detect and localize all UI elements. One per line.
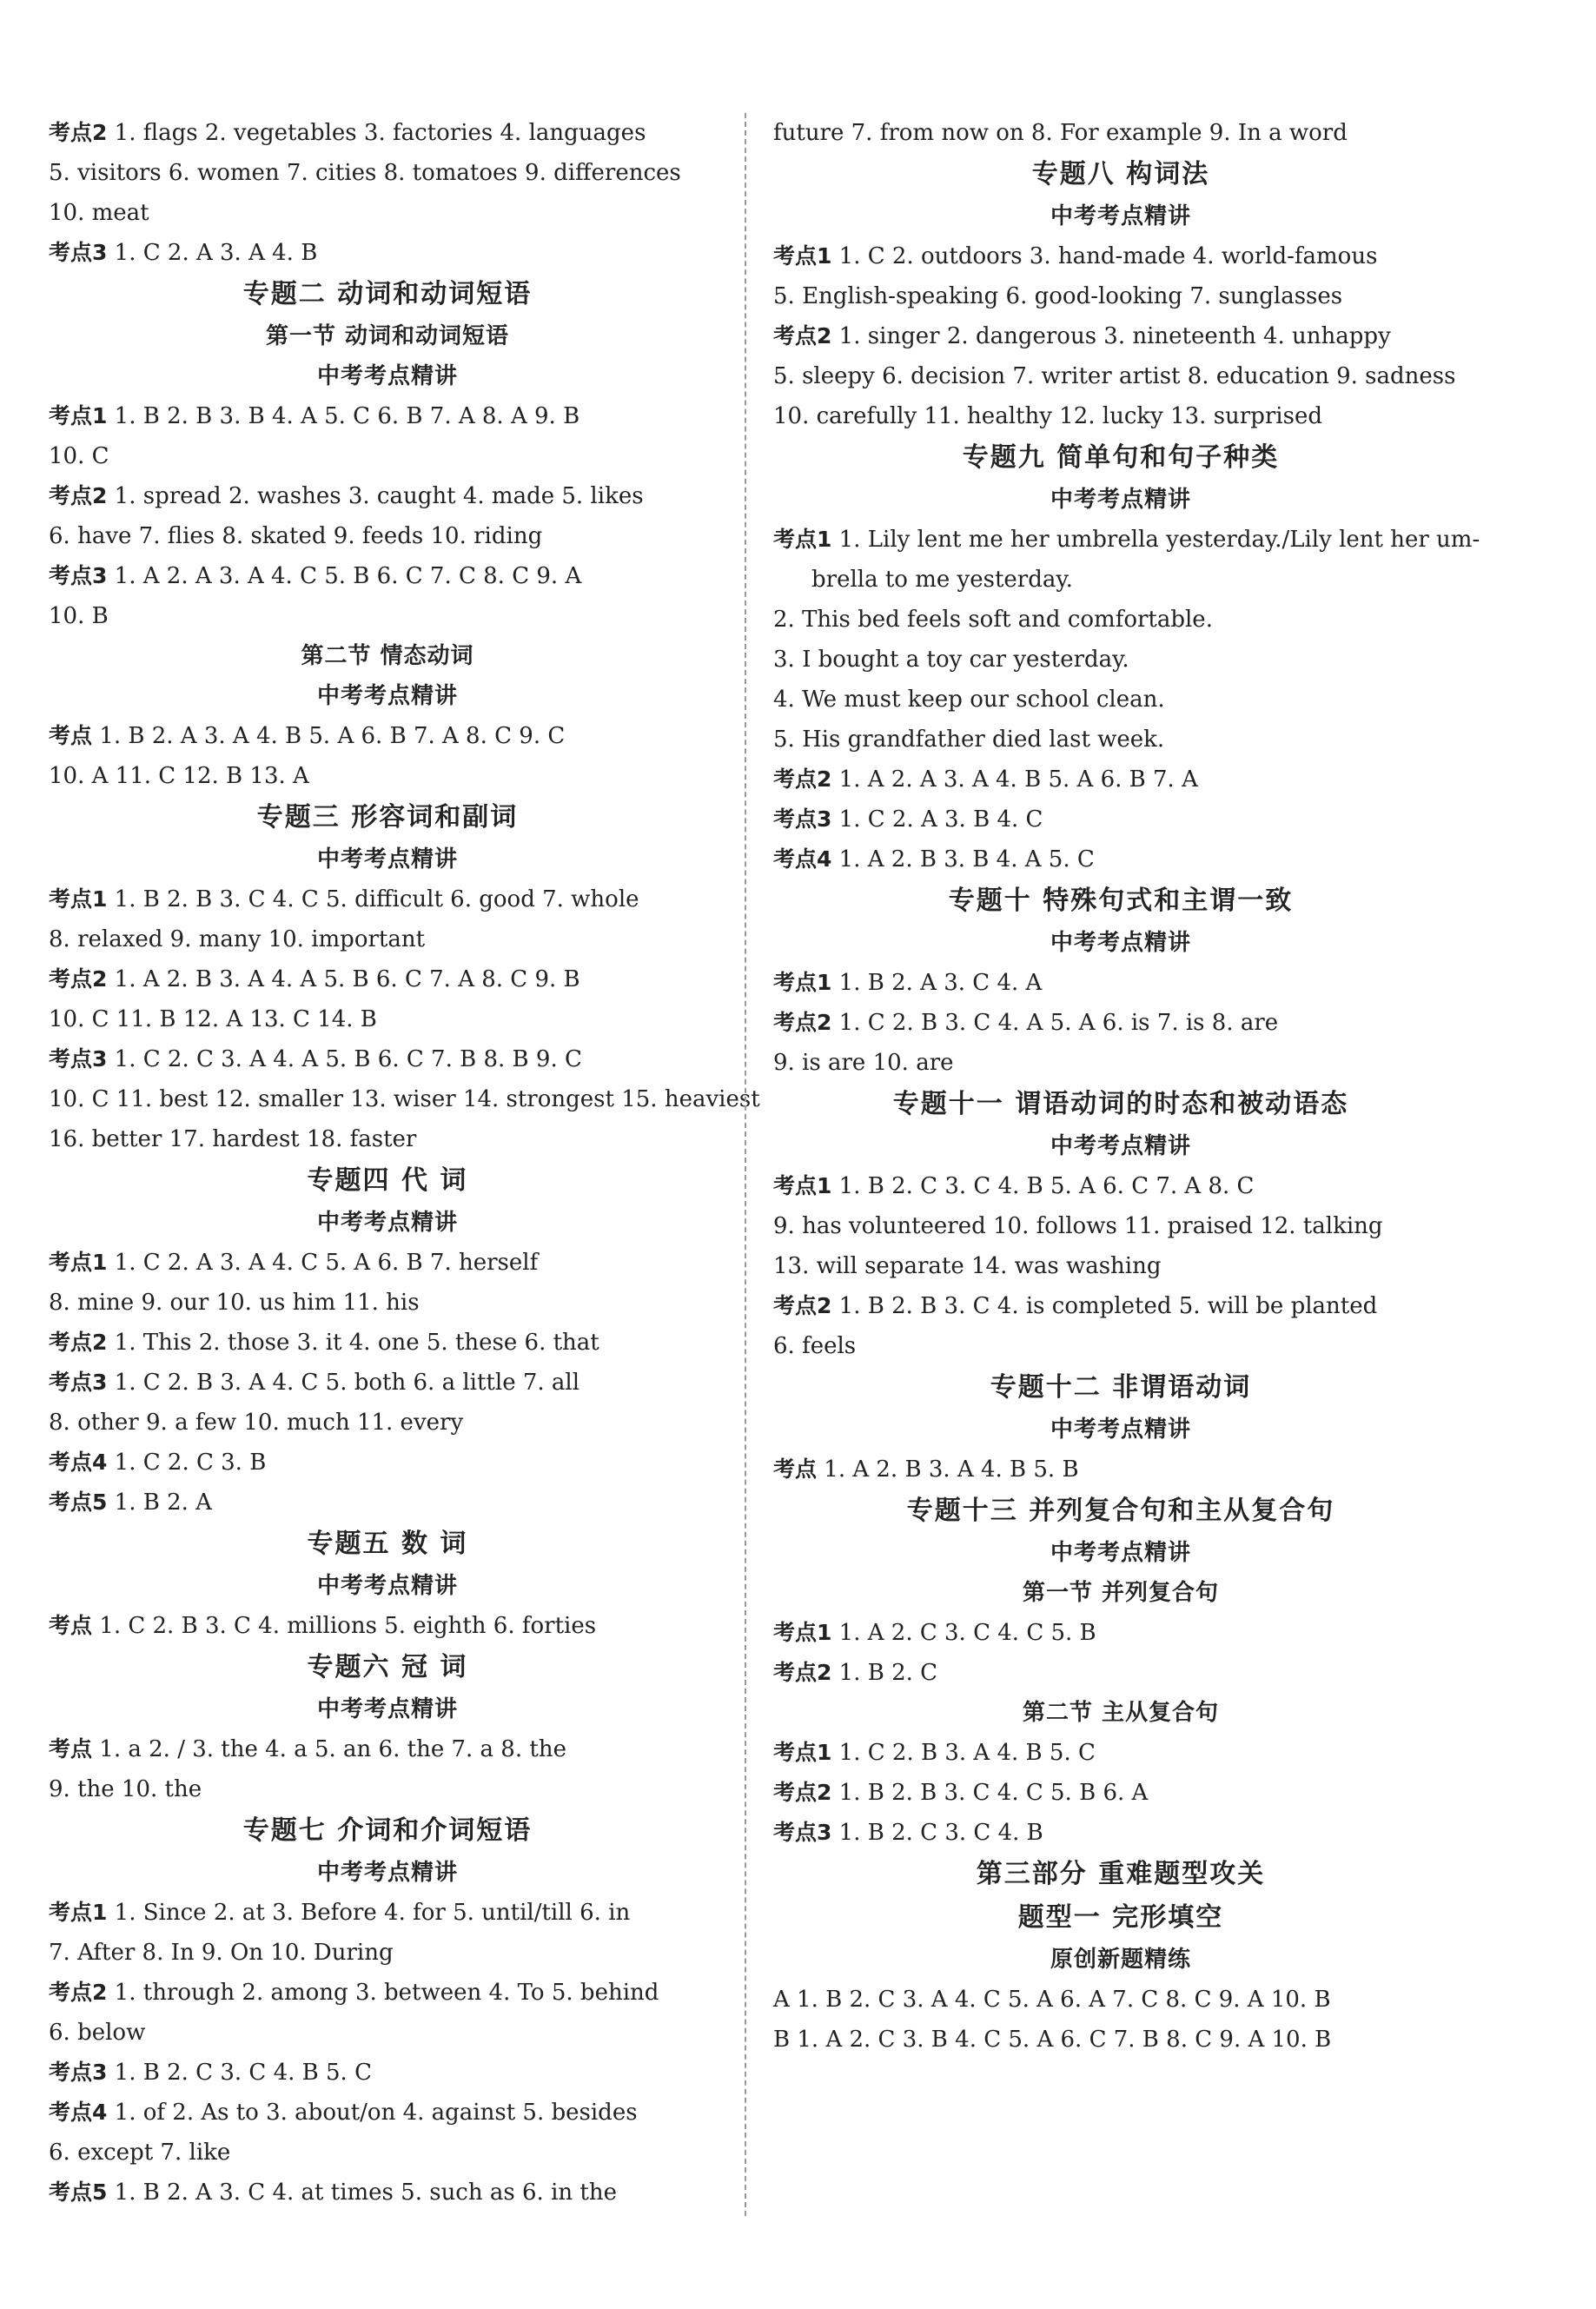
right-column (773, 113, 1480, 2060)
answer-line: 10. C (49, 443, 109, 469)
kaodian-label: 考点2 (49, 483, 108, 508)
subsection-heading: 中考考点精讲 (316, 846, 458, 873)
subsection-heading: 中考考点精讲 (316, 683, 458, 709)
answer-line: 13. will separate 14. was washing (773, 1253, 1162, 1279)
answer-line: 考点3 1. C 2. A 3. A 4. B (49, 240, 318, 266)
answer-line: 10. A 11. C 12. B 13. A (49, 763, 309, 789)
answer-line: 考点2 1. This 2. those 3. it 4. one 5. these 6. that (49, 1330, 599, 1356)
kaodian-label: 考点1 (49, 403, 108, 428)
answer-line: 考点3 1. A 2. A 3. A 4. C 5. B 6. C 7. C 8. C 9. A (49, 563, 582, 589)
section-heading: 专题二 动词和动词短语 (242, 279, 533, 309)
answer-line: 考点1 1. C 2. outdoors 3. hand-made 4. world-famous (773, 243, 1378, 269)
subsection-heading: 中考考点精讲 (316, 1573, 458, 1599)
answer-line: 考点2 1. singer 2. dangerous 3. nineteenth 4. unhappy (773, 323, 1391, 349)
answer-line: 考点 1. A 2. B 3. A 4. B 5. B (773, 1456, 1079, 1483)
kaodian-label: 考点2 (49, 120, 108, 145)
answer-line: 考点2 1. C 2. B 3. C 4. A 5. A 6. is 7. is 8. are (773, 1010, 1279, 1036)
subsection-heading: 中考考点精讲 (1050, 1540, 1191, 1566)
answer-line: 3. I bought a toy car yesterday. (773, 647, 1129, 673)
kaodian-label: 考点1 (49, 1900, 108, 1925)
kaodian-label: 考点2 (49, 1980, 108, 2005)
section-heading: 专题十 特殊句式和主谓一致 (948, 886, 1294, 916)
answer-line: 8. other 9. a few 10. much 11. every (49, 1410, 464, 1436)
subsection-heading: 中考考点精讲 (316, 363, 458, 389)
kaodian-label: 考点3 (49, 240, 108, 265)
kaodian-label: 考点1 (773, 1740, 832, 1765)
kaodian-label: 考点1 (49, 886, 108, 912)
answer-line: 考点3 1. C 2. C 3. A 4. A 5. B 6. C 7. B 8. B 9. C (49, 1046, 582, 1072)
answer-line: 6. have 7. flies 8. skated 9. feeds 10. riding (49, 523, 543, 549)
answer-line: 考点3 1. B 2. C 3. C 4. B 5. C (49, 2060, 372, 2086)
answer-line: 考点2 1. A 2. A 3. A 4. B 5. A 6. B 7. A (773, 766, 1198, 793)
answer-line: 7. After 8. In 9. On 10. During (49, 1940, 394, 1966)
answer-line: 10. carefully 11. healthy 12. lucky 13. surprised (773, 403, 1322, 429)
answer-line: 考点1 1. B 2. B 3. B 4. A 5. C 6. B 7. A 8. A 9. B (49, 403, 580, 429)
answer-line: 考点2 1. B 2. C (773, 1660, 938, 1686)
section-heading: 第三部分 重难题型攻关 (976, 1859, 1266, 1889)
answer-line: 9. is are 10. are (773, 1050, 954, 1076)
answer-line: 6. feels (773, 1333, 857, 1359)
answer-line: 10. B (49, 603, 109, 629)
section-heading: 专题十二 非谓语动词 (990, 1372, 1252, 1403)
answer-line: 9. the 10. the (49, 1776, 202, 1802)
kaodian-label: 考点2 (773, 766, 832, 792)
kaodian-label: 考点2 (773, 1660, 832, 1685)
answer-line: 考点1 1. B 2. C 3. C 4. B 5. A 6. C 7. A 8. C (773, 1173, 1255, 1199)
kaodian-label: 考点3 (773, 806, 832, 832)
kaodian-label: 考点2 (773, 323, 832, 348)
answer-line: 2. This bed feels soft and comfortable. (773, 607, 1213, 633)
answer-line: 10. C 11. B 12. A 13. C 14. B (49, 1006, 377, 1032)
kaodian-label: 考点4 (49, 2100, 108, 2125)
section-heading: 专题八 构词法 (1031, 159, 1210, 189)
answer-line: 考点1 1. A 2. C 3. C 4. C 5. B (773, 1620, 1096, 1646)
answer-line: 8. mine 9. our 10. us him 11. his (49, 1290, 420, 1316)
answer-line: 考点 1. C 2. B 3. C 4. millions 5. eighth 6. forties (49, 1613, 597, 1639)
kaodian-label: 考点 (49, 1736, 93, 1762)
answer-line: 考点4 1. C 2. C 3. B (49, 1450, 267, 1476)
answer-line: 5. His grandfather died last week. (773, 727, 1165, 753)
answer-line: 考点3 1. C 2. B 3. A 4. C 5. both 6. a little 7. all (49, 1370, 580, 1396)
kaodian-label: 考点4 (49, 1450, 108, 1475)
kaodian-label: 考点3 (773, 1820, 832, 1845)
kaodian-label: 考点2 (773, 1780, 832, 1805)
subsection-heading: 中考考点精讲 (316, 1696, 458, 1722)
kaodian-label: 考点3 (49, 1046, 108, 1072)
section-heading: 题型一 完形填空 (1017, 1902, 1224, 1933)
answer-line: 5. sleepy 6. decision 7. writer artist 8. education 9. sadness (773, 363, 1456, 389)
answer-line: 考点3 1. C 2. A 3. B 4. C (773, 806, 1043, 833)
answer-line: 9. has volunteered 10. follows 11. praised 12. talking (773, 1213, 1383, 1239)
column-divider (745, 113, 746, 2216)
answer-line: 考点1 1. C 2. A 3. A 4. C 5. A 6. B 7. herself (49, 1250, 539, 1276)
kaodian-label: 考点1 (773, 527, 832, 552)
kaodian-label: 考点3 (49, 563, 108, 588)
answer-line: brella to me yesterday. (811, 567, 1073, 593)
kaodian-label: 考点 (49, 1613, 93, 1638)
answer-line: 10. meat (49, 200, 149, 226)
kaodian-label: 考点 (49, 723, 93, 748)
subsection-heading: 原创新题精练 (1050, 1947, 1191, 1973)
left-column (49, 113, 760, 2213)
section-heading: 专题四 代 词 (307, 1165, 468, 1196)
subsection-heading: 中考考点精讲 (1050, 930, 1191, 956)
answer-line: 考点 1. B 2. A 3. A 4. B 5. A 6. B 7. A 8. C 9. C (49, 723, 566, 749)
answer-line: future 7. from now on 8. For example 9. In a word (773, 120, 1348, 146)
subsection-heading: 中考考点精讲 (1050, 1133, 1191, 1159)
answer-line: 考点5 1. B 2. A 3. C 4. at times 5. such as 6. in the (49, 2180, 617, 2206)
kaodian-label: 考点5 (49, 1490, 108, 1515)
answer-line: 考点1 1. C 2. B 3. A 4. B 5. C (773, 1740, 1096, 1766)
answer-line: B 1. A 2. C 3. B 4. C 5. A 6. C 7. B 8. C 9. A 10. B (773, 2027, 1332, 2053)
answer-line: 考点2 1. A 2. B 3. A 4. A 5. B 6. C 7. A 8. C 9. B (49, 966, 580, 992)
kaodian-label: 考点1 (49, 1250, 108, 1275)
section-heading: 专题六 冠 词 (307, 1652, 468, 1682)
subsection-heading: 中考考点精讲 (1050, 203, 1191, 229)
answer-line: 10. C 11. best 12. smaller 13. wiser 14. strongest 15. heaviest (49, 1086, 760, 1112)
answer-line: 考点4 1. A 2. B 3. B 4. A 5. C (773, 846, 1095, 873)
answer-line: 考点4 1. of 2. As to 3. about/on 4. against 5. besides (49, 2100, 638, 2126)
kaodian-label: 考点3 (49, 1370, 108, 1395)
kaodian-label: 考点4 (773, 846, 832, 872)
answer-line: 考点2 1. B 2. B 3. C 4. C 5. B 6. A (773, 1780, 1149, 1806)
answer-line: A 1. B 2. C 3. A 4. C 5. A 6. A 7. C 8. C 9. A 10. B (773, 1987, 1331, 2013)
answer-line: 考点2 1. spread 2. washes 3. caught 4. made 5. likes (49, 483, 644, 509)
subsection-heading: 第一节 动词和动词短语 (265, 323, 510, 349)
answer-line: 考点 1. a 2. / 3. the 4. a 5. an 6. the 7. a 8. the (49, 1736, 566, 1762)
answer-line: 考点2 1. through 2. among 3. between 4. To 5. behind (49, 1980, 659, 2006)
section-heading: 专题十一 谓语动词的时态和被动语态 (892, 1089, 1349, 1119)
section-heading: 专题七 介词和介词短语 (242, 1815, 533, 1846)
kaodian-label: 考点 (773, 1456, 818, 1482)
subsection-heading: 第一节 并列复合句 (1022, 1580, 1220, 1606)
kaodian-label: 考点2 (773, 1293, 832, 1318)
answer-line: 考点1 1. B 2. B 3. C 4. C 5. difficult 6. good 7. whole (49, 886, 639, 912)
kaodian-label: 考点1 (773, 243, 832, 269)
answer-line: 考点2 1. B 2. B 3. C 4. is completed 5. will be planted (773, 1293, 1378, 1319)
answer-line: 考点2 1. flags 2. vegetables 3. factories 4. languages (49, 120, 646, 146)
answer-line: 考点5 1. B 2. A (49, 1490, 212, 1516)
kaodian-label: 考点2 (773, 1010, 832, 1035)
answer-line: 考点1 1. Lily lent me her umbrella yesterday./Lily lent her um- (773, 527, 1480, 553)
answer-line: 4. We must keep our school clean. (773, 687, 1165, 713)
answer-line: 8. relaxed 9. many 10. important (49, 926, 426, 952)
kaodian-label: 考点1 (773, 1173, 832, 1198)
answer-line: 6. below (49, 2020, 146, 2046)
subsection-heading: 第二节 主从复合句 (1022, 1700, 1220, 1726)
section-heading: 专题三 形容词和副词 (256, 802, 519, 833)
kaodian-label: 考点3 (49, 2060, 108, 2085)
subsection-heading: 中考考点精讲 (316, 1860, 458, 1886)
subsection-heading: 中考考点精讲 (1050, 1417, 1191, 1443)
kaodian-label: 考点5 (49, 2180, 108, 2205)
subsection-heading: 中考考点精讲 (316, 1210, 458, 1236)
answer-line: 考点1 1. Since 2. at 3. Before 4. for 5. until/till 6. in (49, 1900, 631, 1926)
kaodian-label: 考点1 (773, 970, 832, 995)
answer-line: 5. visitors 6. women 7. cities 8. tomatoes 9. differences (49, 160, 681, 186)
answer-line: 5. English-speaking 6. good-looking 7. sunglasses (773, 283, 1343, 309)
kaodian-label: 考点1 (773, 1620, 832, 1645)
answer-line: 考点1 1. B 2. A 3. C 4. A (773, 970, 1043, 996)
section-heading: 专题五 数 词 (307, 1529, 468, 1559)
section-heading: 专题十三 并列复合句和主从复合句 (906, 1496, 1335, 1526)
kaodian-label: 考点2 (49, 966, 108, 992)
section-heading: 专题九 简单句和句子种类 (962, 442, 1280, 473)
answer-line: 16. better 17. hardest 18. faster (49, 1126, 417, 1152)
subsection-heading: 第二节 情态动词 (301, 643, 474, 669)
kaodian-label: 考点2 (49, 1330, 108, 1355)
answer-line: 考点3 1. B 2. C 3. C 4. B (773, 1820, 1043, 1846)
answer-line: 6. except 7. like (49, 2140, 231, 2166)
subsection-heading: 中考考点精讲 (1050, 487, 1191, 513)
